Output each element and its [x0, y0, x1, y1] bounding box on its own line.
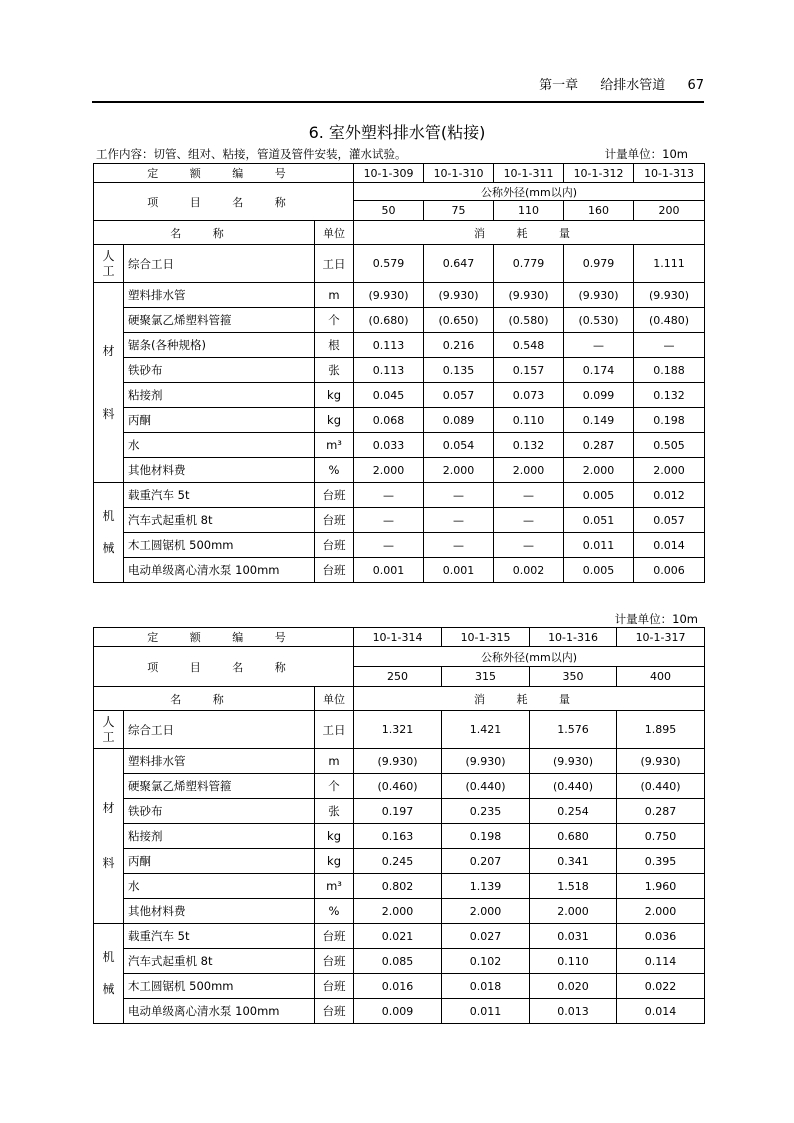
item-name: 综合工日 [124, 245, 315, 283]
group-label [94, 483, 124, 583]
item-unit: 台班 [315, 999, 354, 1024]
item-value: — [494, 508, 564, 533]
item-value: 0.113 [354, 333, 424, 358]
item-value: 0.011 [442, 999, 530, 1024]
group-label [94, 283, 124, 483]
quota-code: 10-1-310 [424, 164, 494, 183]
diameter-value: 110 [494, 201, 564, 221]
diameter-value: 75 [424, 201, 494, 221]
item-value: 0.132 [494, 433, 564, 458]
item-value: 0.001 [424, 558, 494, 583]
table-row [94, 999, 705, 1024]
item-value: 0.073 [494, 383, 564, 408]
item-value: 1.321 [354, 711, 442, 749]
item-value: 0.014 [617, 999, 705, 1024]
header-rule [92, 101, 704, 103]
item-unit: kg [315, 824, 354, 849]
item-value: 0.005 [564, 483, 634, 508]
item-value: 0.057 [424, 383, 494, 408]
chapter-label: 第一章 [539, 78, 579, 93]
item-value: 0.110 [530, 949, 617, 974]
item-name: 硬聚氯乙烯塑料管箍 [124, 308, 315, 333]
table-row [94, 799, 705, 824]
table-row [94, 483, 705, 508]
item-name-label: 项 目 名 称 [94, 183, 354, 221]
item-value: 1.111 [634, 245, 705, 283]
item-name: 水 [124, 874, 315, 899]
item-name: 其他材料费 [124, 458, 315, 483]
item-value: 1.960 [617, 874, 705, 899]
item-value: 2.000 [530, 899, 617, 924]
consumption-header: 消 耗 量 [354, 687, 705, 711]
quota-code: 10-1-316 [530, 628, 617, 647]
item-unit: 台班 [315, 949, 354, 974]
item-value: — [424, 533, 494, 558]
item-value: 2.000 [354, 458, 424, 483]
item-value: 0.036 [617, 924, 705, 949]
item-value: 0.245 [354, 849, 442, 874]
table-row [94, 874, 705, 899]
item-unit: 张 [315, 799, 354, 824]
item-value: 2.000 [564, 458, 634, 483]
section-title: 6. 室外塑料排水管(粘接) [308, 123, 486, 142]
item-name: 铁砂布 [124, 358, 315, 383]
diameter-label: 公称外径(mm以内) [354, 183, 705, 201]
item-value: — [424, 508, 494, 533]
item-unit: 工日 [315, 711, 354, 749]
item-value: 1.139 [442, 874, 530, 899]
item-name: 电动单级离心清水泵 100mm [124, 999, 315, 1024]
table-row [94, 333, 705, 358]
diameter-value: 350 [530, 667, 617, 687]
group-label-text: 人工 [102, 248, 115, 278]
unit-label-1: 计量单位：10m [604, 147, 688, 161]
item-value: 0.197 [354, 799, 442, 824]
group-label-text: 材料 [102, 801, 115, 870]
item-value: 0.099 [564, 383, 634, 408]
section-label: 给排水管道 [600, 78, 666, 93]
table-row [94, 774, 705, 799]
item-value: — [494, 483, 564, 508]
item-value: 2.000 [424, 458, 494, 483]
item-value: — [424, 483, 494, 508]
table-row [94, 308, 705, 333]
item-name: 汽车式起重机 8t [124, 949, 315, 974]
item-value: (9.930) [530, 749, 617, 774]
item-value: 0.579 [354, 245, 424, 283]
item-value: (9.930) [634, 283, 705, 308]
item-value: 0.750 [617, 824, 705, 849]
table-row [94, 924, 705, 949]
item-value: 0.021 [354, 924, 442, 949]
item-name: 丙酮 [124, 408, 315, 433]
item-unit: 台班 [315, 483, 354, 508]
item-unit: 个 [315, 774, 354, 799]
quota-code: 10-1-317 [617, 628, 705, 647]
item-value: — [634, 333, 705, 358]
item-value: (0.440) [442, 774, 530, 799]
item-value: 0.113 [354, 358, 424, 383]
item-unit: kg [315, 849, 354, 874]
item-value: (0.650) [424, 308, 494, 333]
item-name: 水 [124, 433, 315, 458]
item-value: 0.020 [530, 974, 617, 999]
item-name: 塑料排水管 [124, 749, 315, 774]
item-value: 0.174 [564, 358, 634, 383]
quota-code: 10-1-311 [494, 164, 564, 183]
item-unit: 台班 [315, 508, 354, 533]
item-value: 0.132 [634, 383, 705, 408]
quota-table-2 [93, 627, 705, 1024]
item-value: 0.001 [354, 558, 424, 583]
item-value: 0.033 [354, 433, 424, 458]
item-value: (0.580) [494, 308, 564, 333]
unit-header: 单位 [315, 687, 354, 711]
quota-no-label: 定 额 编 号 [94, 164, 354, 183]
group-label-text: 机械 [102, 950, 115, 996]
item-value: 1.421 [442, 711, 530, 749]
name-header: 名 称 [94, 221, 315, 245]
item-value: 0.341 [530, 849, 617, 874]
item-unit: m³ [315, 433, 354, 458]
item-unit: % [315, 899, 354, 924]
quota-table-1 [93, 163, 705, 583]
item-value: 0.102 [442, 949, 530, 974]
item-unit: kg [315, 383, 354, 408]
diameter-value: 200 [634, 201, 705, 221]
diameter-value: 315 [442, 667, 530, 687]
table-row [94, 508, 705, 533]
item-value: 1.895 [617, 711, 705, 749]
item-unit: m³ [315, 874, 354, 899]
table-row [94, 899, 705, 924]
item-value: 0.089 [424, 408, 494, 433]
item-value: 0.011 [564, 533, 634, 558]
item-value: — [494, 533, 564, 558]
item-value: 0.647 [424, 245, 494, 283]
item-unit: m [315, 283, 354, 308]
item-value: (0.440) [530, 774, 617, 799]
item-unit: 台班 [315, 558, 354, 583]
item-value: (9.930) [617, 749, 705, 774]
item-value: 0.022 [617, 974, 705, 999]
item-name: 载重汽车 5t [124, 483, 315, 508]
item-unit: 根 [315, 333, 354, 358]
diameter-value: 160 [564, 201, 634, 221]
item-value: (9.930) [494, 283, 564, 308]
item-value: 0.287 [617, 799, 705, 824]
item-value: 0.068 [354, 408, 424, 433]
item-value: 0.057 [634, 508, 705, 533]
group-label [94, 245, 124, 283]
item-value: (0.530) [564, 308, 634, 333]
item-unit: 台班 [315, 533, 354, 558]
item-value: 0.505 [634, 433, 705, 458]
table-row [94, 358, 705, 383]
item-value: 2.000 [617, 899, 705, 924]
item-name: 丙酮 [124, 849, 315, 874]
item-value: 0.085 [354, 949, 442, 974]
item-value: (9.930) [354, 749, 442, 774]
page-number: 67 [687, 78, 704, 93]
item-value: 0.110 [494, 408, 564, 433]
item-value: 2.000 [634, 458, 705, 483]
item-value: (0.440) [617, 774, 705, 799]
work-content: 工作内容：切管、组对、粘接，管道及管件安装，灌水试验。 [96, 147, 407, 161]
item-value: 2.000 [442, 899, 530, 924]
item-value: 0.009 [354, 999, 442, 1024]
page-header [521, 74, 704, 93]
diameter-value: 50 [354, 201, 424, 221]
item-value: 0.018 [442, 974, 530, 999]
item-value: 0.014 [634, 533, 705, 558]
item-value: 0.135 [424, 358, 494, 383]
item-value: 0.051 [564, 508, 634, 533]
item-value: — [354, 508, 424, 533]
item-value: 0.216 [424, 333, 494, 358]
item-name: 锯条(各种规格) [124, 333, 315, 358]
table-row [94, 383, 705, 408]
item-name: 综合工日 [124, 711, 315, 749]
quota-code: 10-1-315 [442, 628, 530, 647]
item-value: 0.054 [424, 433, 494, 458]
group-label [94, 711, 124, 749]
item-value: (0.460) [354, 774, 442, 799]
item-value: 0.005 [564, 558, 634, 583]
table-row [94, 824, 705, 849]
table-row [94, 558, 705, 583]
table-row [94, 408, 705, 433]
item-value: 0.027 [442, 924, 530, 949]
item-value: 0.016 [354, 974, 442, 999]
table-row [94, 283, 705, 308]
item-unit: 台班 [315, 974, 354, 999]
table-row [94, 974, 705, 999]
item-value: 0.013 [530, 999, 617, 1024]
item-unit: 张 [315, 358, 354, 383]
quota-code: 10-1-314 [354, 628, 442, 647]
item-value: — [564, 333, 634, 358]
item-value: 0.012 [634, 483, 705, 508]
item-name-label: 项 目 名 称 [94, 647, 354, 687]
item-value: 0.779 [494, 245, 564, 283]
item-value: 0.979 [564, 245, 634, 283]
diameter-value: 250 [354, 667, 442, 687]
item-name: 粘接剂 [124, 383, 315, 408]
item-value: (0.680) [354, 308, 424, 333]
item-value: 2.000 [354, 899, 442, 924]
item-value: (9.930) [442, 749, 530, 774]
item-value: 0.188 [634, 358, 705, 383]
quota-code: 10-1-312 [564, 164, 634, 183]
consumption-header: 消 耗 量 [354, 221, 705, 245]
group-label [94, 749, 124, 924]
item-value: 0.207 [442, 849, 530, 874]
unit-label-2: 计量单位：10m [614, 612, 698, 626]
item-value: 0.114 [617, 949, 705, 974]
item-value: — [354, 533, 424, 558]
item-value: 0.198 [634, 408, 705, 433]
table-row [94, 433, 705, 458]
item-unit: 个 [315, 308, 354, 333]
item-value: 0.002 [494, 558, 564, 583]
table-row [94, 711, 705, 749]
item-value: 0.006 [634, 558, 705, 583]
item-value: 0.149 [564, 408, 634, 433]
item-name: 塑料排水管 [124, 283, 315, 308]
quota-no-label: 定 额 编 号 [94, 628, 354, 647]
item-value: 2.000 [494, 458, 564, 483]
item-unit: % [315, 458, 354, 483]
item-name: 硬聚氯乙烯塑料管箍 [124, 774, 315, 799]
item-value: (0.480) [634, 308, 705, 333]
item-value: (9.930) [564, 283, 634, 308]
table-row [94, 749, 705, 774]
item-value: (9.930) [354, 283, 424, 308]
diameter-label: 公称外径(mm以内) [354, 647, 705, 667]
item-unit: m [315, 749, 354, 774]
item-value: 0.254 [530, 799, 617, 824]
item-value: 0.235 [442, 799, 530, 824]
item-unit: kg [315, 408, 354, 433]
item-value: (9.930) [424, 283, 494, 308]
item-value: 0.031 [530, 924, 617, 949]
item-name: 木工圆锯机 500mm [124, 533, 315, 558]
group-label [94, 924, 124, 1024]
unit-header: 单位 [315, 221, 354, 245]
item-name: 铁砂布 [124, 799, 315, 824]
item-name: 电动单级离心清水泵 100mm [124, 558, 315, 583]
quota-code: 10-1-313 [634, 164, 705, 183]
item-value: — [354, 483, 424, 508]
item-value: 0.395 [617, 849, 705, 874]
table-row [94, 245, 705, 283]
item-value: 0.045 [354, 383, 424, 408]
quota-code: 10-1-309 [354, 164, 424, 183]
item-value: 0.680 [530, 824, 617, 849]
item-unit: 工日 [315, 245, 354, 283]
group-label-text: 人工 [102, 714, 115, 744]
table-row [94, 458, 705, 483]
item-value: 1.518 [530, 874, 617, 899]
item-name: 木工圆锯机 500mm [124, 974, 315, 999]
group-label-text: 机械 [102, 509, 115, 555]
item-name: 汽车式起重机 8t [124, 508, 315, 533]
item-name: 载重汽车 5t [124, 924, 315, 949]
item-value: 0.802 [354, 874, 442, 899]
table-row [94, 949, 705, 974]
diameter-value: 400 [617, 667, 705, 687]
item-value: 1.576 [530, 711, 617, 749]
item-value: 0.198 [442, 824, 530, 849]
item-value: 0.163 [354, 824, 442, 849]
group-label-text: 材料 [102, 344, 115, 421]
table-row [94, 849, 705, 874]
item-unit: 台班 [315, 924, 354, 949]
item-value: 0.287 [564, 433, 634, 458]
item-name: 其他材料费 [124, 899, 315, 924]
item-value: 0.157 [494, 358, 564, 383]
item-name: 粘接剂 [124, 824, 315, 849]
table-row [94, 533, 705, 558]
name-header: 名 称 [94, 687, 315, 711]
item-value: 0.548 [494, 333, 564, 358]
